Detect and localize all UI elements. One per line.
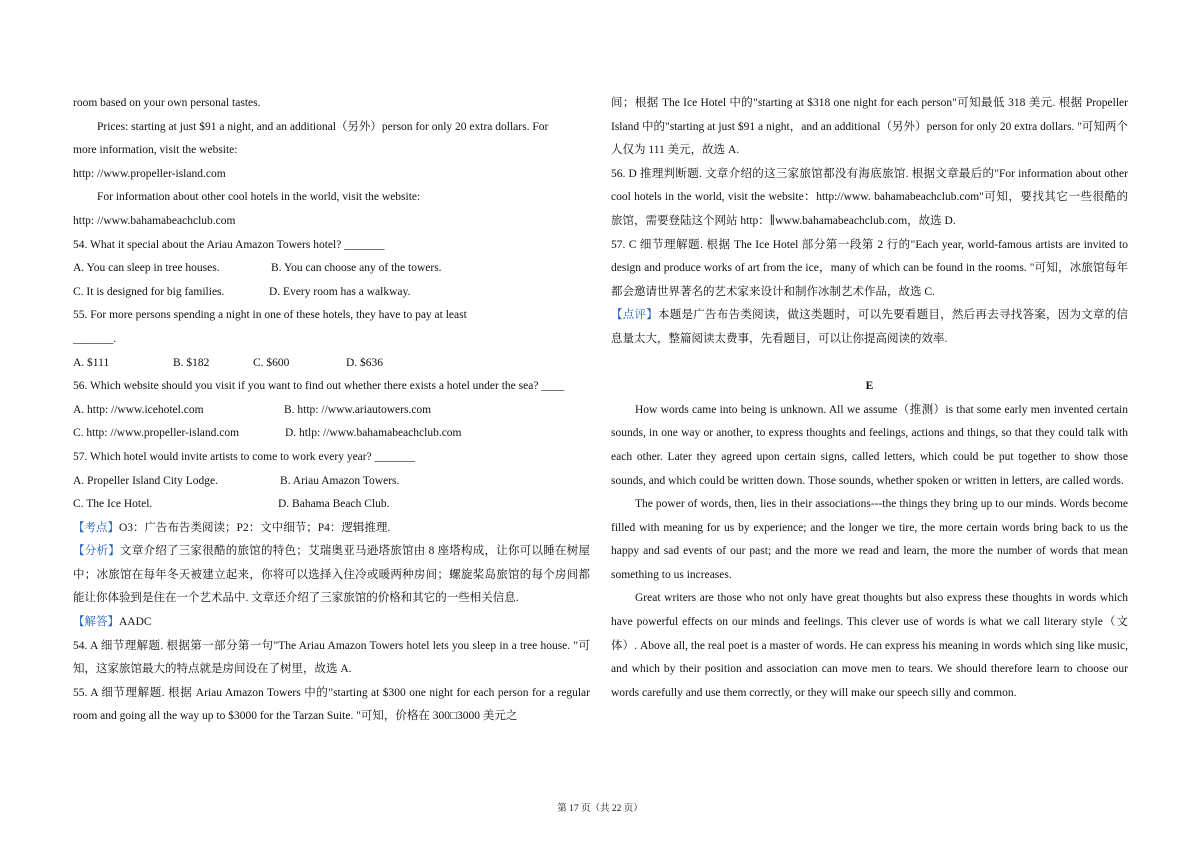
question-54-options-row2 (73, 281, 590, 305)
passage-paragraph-2: The power of words, then, lies in their associations---the things they bring up to our minds. Words become filled with meaning for us by experience; and the longer we tire, the more certain words bring back to us the happy and sad events of our past; and the more we read and learn, the more the number of words that mean something to us increases. (611, 498, 1128, 581)
section-title: E (865, 380, 874, 393)
dianping-text: 本题是广告布告类阅读，做这类题时，可以先要看题目，然后再去寻找答案，因为文章的信息量太大，整篇阅读太费事，先看题目，可以让你提高阅读的效率. (611, 309, 1129, 345)
answer-55-continued: 间；根据 The Ice Hotel 中的"starting at $318 one night for each person"可知最低 318 美元. 根据 Propeller Island 中的"starting at just $91 a night，and an additional（另外）person for only 20 extra dollars. "可知两个人仅为 111 美元，故选 A. (611, 97, 1128, 157)
fenxi-label: 【分析】 (73, 545, 120, 558)
option-d: D. htlp: //www.bahamabeachclub.com (285, 427, 462, 440)
option-b: B. $182 (173, 356, 210, 369)
answer-57-explanation: 57. C 细节理解题. 根据 The Ice Hotel 部分第一段第 2 行的"Each year, world-famous artists are invited to design and produce works of art from the ice，many of which can be found in the rooms. "可知，冰旅馆每年都会邀请世界著名的艺术家来设计和制作冰制艺术作品，故选 C. (611, 238, 1128, 298)
kaodian-text: O3：广告布告类阅读；P2：文中细节；P4：逻辑推理. (119, 521, 391, 534)
question-55-stem: 55. For more persons spending a night in one of these hotels, they have to pay at least (73, 309, 467, 322)
text-line: more information, visit the website: (73, 144, 238, 157)
question-57-stem: 57. Which hotel would invite artists to come to work every year? _______ (73, 450, 415, 463)
fenxi-text: 文章介绍了三家很酷的旅馆的特色；艾瑞奥亚马逊塔旅馆由 8 座塔构成，让你可以睡在树屋中；冰旅馆在每年冬天被建立起来，你将可以选择入住冷或暖两种房间；螺旋桨岛旅馆的每个房间都能让你体验到是住在一个艺术品中. 文章还介绍了三家旅馆的价格和其它的一些相关信息. (73, 545, 590, 605)
option-a: A. $111 (73, 356, 110, 369)
dianping-block (611, 304, 1128, 351)
page-number: 第 17 页（共 22 页） (557, 804, 643, 814)
answer-55-explanation: 55. A 细节理解题. 根据 Ariau Amazon Towers 中的"starting at $300 one night for each person for a regular room and going all the way up to $3000 for the Tarzan Suite. "可知，价格在 300□3000 美元之 (73, 686, 590, 723)
question-57-options-row1 (73, 470, 590, 494)
dianping-label: 【点评】 (611, 309, 659, 322)
text-line: room based on your own personal tastes. (73, 97, 261, 109)
option-d: D. Bahama Beach Club. (278, 498, 390, 511)
option-c: C. http: //www.propeller-island.com (73, 427, 240, 440)
kaodian-block (73, 517, 590, 541)
option-b: B. http: //www.ariautowers.com (284, 403, 432, 416)
question-56-options-row1 (73, 399, 590, 423)
option-a: A. Propeller Island City Lodge. (73, 474, 219, 487)
jieda-text: AADC (119, 616, 152, 629)
question-54-stem: 54. What it special about the Ariau Amazon Towers hotel? _______ (73, 238, 385, 251)
website-link: http: //www.propeller-island.com (73, 167, 226, 180)
fenxi-block (73, 540, 590, 611)
right-column (611, 92, 1128, 705)
kaodian-label: 【考点】 (73, 521, 119, 534)
option-a: A. You can sleep in tree houses. (73, 262, 220, 275)
option-b: B. You can choose any of the towers. (271, 262, 442, 275)
spacer (611, 352, 1128, 376)
jieda-label: 【解答】 (73, 616, 119, 629)
option-c: C. The Ice Hotel. (73, 498, 153, 511)
question-56-stem: 56. Which website should you visit if you want to find out whether there exists a hotel under the sea? ____ (73, 380, 565, 393)
question-54-options-row1 (73, 257, 590, 281)
text-line: For information about other cool hotels in the world, visit the website: (97, 191, 421, 204)
answer-54-explanation: 54. A 细节理解题. 根据第一部分第一句"The Ariau Amazon Towers hotel lets you sleep in a tree house. "可知，这家旅馆最大的特点就是房间设在了树里，故选 A. (73, 639, 590, 676)
question-56-options-row2 (73, 422, 590, 446)
text-line: Prices: starting at just $91 a night, and an additional（另外）person for only 20 extra dollars. For (97, 120, 549, 133)
question-57-options-row2 (73, 493, 590, 517)
option-b: B. Ariau Amazon Towers. (280, 474, 400, 487)
option-a: A. http: //www.icehotel.com (73, 403, 204, 416)
left-column (73, 92, 590, 729)
option-c: C. It is designed for big families. (73, 285, 225, 298)
option-d: D. $636 (346, 356, 384, 369)
website-link: http: //www.bahamabeachclub.com (73, 214, 236, 227)
question-55-options (73, 352, 590, 376)
question-55-blank: _______. (73, 332, 117, 345)
passage-paragraph-1: How words came into being is unknown. All we assume（推测）is that some early men invented certain sounds, in one way or another, to express thoughts and feelings, actions and things, so that they could talk with each other. Later they agreed upon certain signs, called letters, which could be put together to show those sounds, and which could be written down. Those sounds, whether spoken or written in letters, are called words. (611, 403, 1128, 487)
option-c: C. $600 (253, 356, 290, 369)
passage-paragraph-3: Great writers are those who not only have great thoughts but also express these thoughts in words which have powerful effects on our minds and feelings. This clever use of words is what we call literary style（文体）. Above all, the real poet is a master of words. He can express his meaning in words which sing like music, and which by their position and association can move men to tears. We should therefore learn to choose our words carefully and use them correctly, or they will make our speech silly and common. (611, 592, 1128, 699)
answer-56-explanation: 56. D 推理判断题. 文章介绍的这三家旅馆都没有海底旅馆. 根据文章最后的"For information about other cool hotels in the world, visit the website：http://www. bahamabeachclub.com"可知，要找其它一些很酷的旅馆，需要登陆这个网站 http：∥www.bahamabeachclub.com，故选 D. (611, 167, 1128, 227)
option-d: D. Every room has a walkway. (269, 285, 411, 298)
jieda-block (73, 611, 590, 635)
